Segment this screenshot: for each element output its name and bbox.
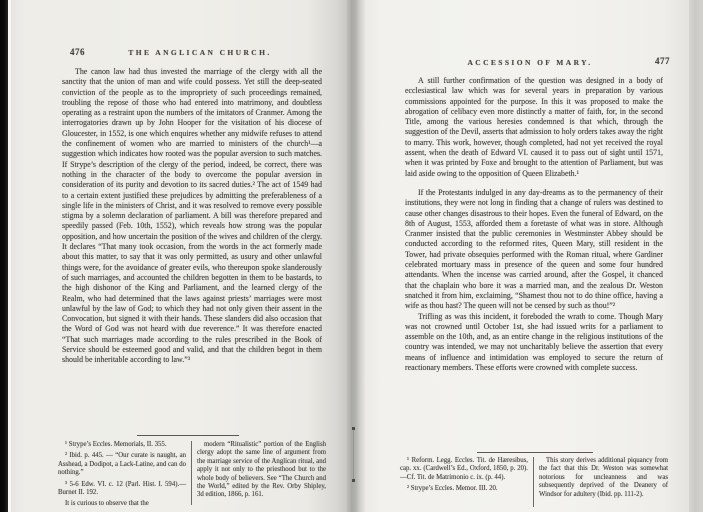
body-paragraph: The canon law had thus invested the marriage of the clergy with all the sanctity that the union of man and wife could possess. Yet still the deep-seated conviction of the people as to the impropriety of such proceedings remained, troubling the repose of those who had entered into matrimony, and doubtless operating as a restraint upon the numbers of the imitators of Cranmer. Among the interrogatories drawn up by John Hooper for the visitation of his diocese of Gloucester, in 1552, is one which enquires whether any midwife refuses to attend the confinement of women who are married to ministers of the church¹—a suggestion which indicates how rooted was the popular aversion to such matches. If Strype’s description of the clergy of the period, indeed, be correct, there was nothing in the character of the body to overcome the popular aversion in consideration of its purity and devotion to its sacred duties.² The act of 1549 had to a certain extent justified these prejudices by admitting the preferableness of a single life in the ministers of Christ, and it was resolved to remove every possible stigma by a solemn declaration of parliament. A bill was therefore prepared and speedily passed (Feb. 10th, 1552), which reveals how strong was the popular opposition, and how uncertain the position of the wives and children of the clergy. It declares “That many took occasion, from the words in the act formerly made about this matter, to say that it was only permitted, as usury and other unlawful things were, for the avoidance of greater evils, who thereupon spoke slanderously of such marriages, and accounted the children begotten in them to be bastards, to the high dishonor of the King and Parliament, and the learned clergy of the Realm, who had determined that the laws against priests’ marriages were most unlawful by the law of God; to which they had not only given their assent in the Convocation, but signed it with their hands. These slanders did also occasion that the Word of God was not heard with due reverence.” It was therefore enacted “That such marriages made according to the rules prescribed in the Book of Service should be esteemed good and valid, and that the children begot in them should be inheritable according to law.”³	[62, 67, 322, 365]
footnote-column	[400, 457, 534, 507]
footnote: It is curious to observe that the	[65, 500, 149, 508]
page-number-right: 477	[655, 56, 670, 66]
right-page-footnotes	[400, 457, 668, 507]
footnote: ³ 5-6 Edw. VI. c. 12 (Parl. Hist. I. 594).—Burnet II. 192.	[58, 480, 186, 497]
page-edge-highlight	[8, 0, 11, 512]
footnote-column	[58, 441, 192, 508]
footnote-column	[192, 441, 326, 505]
footnote-rule-left	[137, 435, 239, 436]
scan-edge-left	[0, 0, 8, 512]
left-page-body	[62, 67, 322, 433]
gutter-shadow	[347, 0, 365, 512]
running-head-right: ACCESSION OF MARY.	[467, 58, 593, 67]
page-number-left: 476	[70, 47, 85, 57]
footnote: modern “Ritualistic” portion of the English clergy adopt the same line of argument from the marriage service of the Anglican ritual, and apply it not only to the priesthood but to the whole body of believers. See “The Church and the World,” edited by the Rev. Orby Shipley, 3d edition, 1866, p. 161.	[197, 441, 326, 499]
left-page-footnotes	[58, 441, 326, 508]
footnote: ² Strype’s Eccles. Memor. III. 20.	[407, 485, 498, 493]
footnote: ² Ibid. p. 445. — “Our curate is naught, an Asshead, a Dodipot, a Lack-Latine, and can do nothing.”	[58, 452, 186, 477]
footnote: This story derives additional piquancy from the fact that this Dr. Weston was somewhat notorious for uncleanness and was subsequently deprived of the Deanery of Windsor for adultery (Ibid. pp. 111-2).	[539, 457, 668, 498]
footnote: ¹ Strype’s Eccles. Memorials, II. 355.	[65, 441, 167, 448]
footnote-column	[534, 457, 668, 507]
gutter-artifact-dot	[352, 427, 355, 430]
gutter-artifact-dot	[352, 479, 355, 482]
footnote-rule-right	[477, 452, 593, 453]
right-page-body	[405, 76, 663, 448]
body-paragraph: A still further confirmation of the question was designed in a body of ecclesiastical law which was for several years in preparation by various commissions appointed for the purpose. In this it was proposed to make the abrogation of celibacy even more distinctly a matter of faith, for, in the second Title, among the various heresies condemned is that which, through the suggestion of the Devil, asserts that admission to holy orders takes away the right to marry. This work, however, though completed, had not yet received the royal assent, when the death of Edward VI. caused it to pass out of sight until 1571, when it was printed by Foxe and brought to the attention of Parliament, but was laid aside owing to the opposition of Queen Elizabeth.¹	[405, 76, 663, 178]
scan-edge-right	[689, 0, 703, 512]
body-paragraph: Trifling as was this incident, it foreboded the wrath to come. Though Mary was not crowned until October 1st, she had issued writs for a parliament to assemble on the 10th, and, as an entire change in the religious institutions of the country was intended, we may not uncharitably believe the assertion that every means of influence and intimidation was employed to secure the return of reactionary members. These efforts were crowned with complete success.	[405, 311, 663, 373]
gutter-artifact-line	[353, 429, 354, 480]
body-paragraph: If the Protestants indulged in any day-dreams as to the permanency of their institutions, they were not long in finding that a change of rulers was destined to cause other changes disastrous to their hopes. Even the funeral of Edward, on the 8th of August, 1553, afforded them a foretaste of what was in store. Although Cranmer insisted that the public ceremonies in Westminster Abbey should be conducted according to the reformed rites, Queen Mary, still resident in the Tower, had private obsequies performed with the Roman ritual, where Gardiner celebrated mortuary mass in presence of the queen and some four hundred attendants. When the incense was carried around, after the Gospel, it chanced that the chaplain who bore it was a married man, and the zealous Dr. Weston snatched it from him, exclaiming, “Shamest thou not to do thine office, having a wife as thou hast? The queen will not be censed by such as thou!”²	[405, 187, 663, 311]
running-head-left: THE ANGLICAN CHURCH.	[128, 48, 272, 57]
footnote: ¹ Reform. Legg. Eccles. Tit. de Hæresibus, cap. xx. (Cardwell’s Ed., Oxford, 1850, p. 20).—Cf. Tit. de Matrimonio c. ix. (p. 44).	[400, 457, 528, 481]
